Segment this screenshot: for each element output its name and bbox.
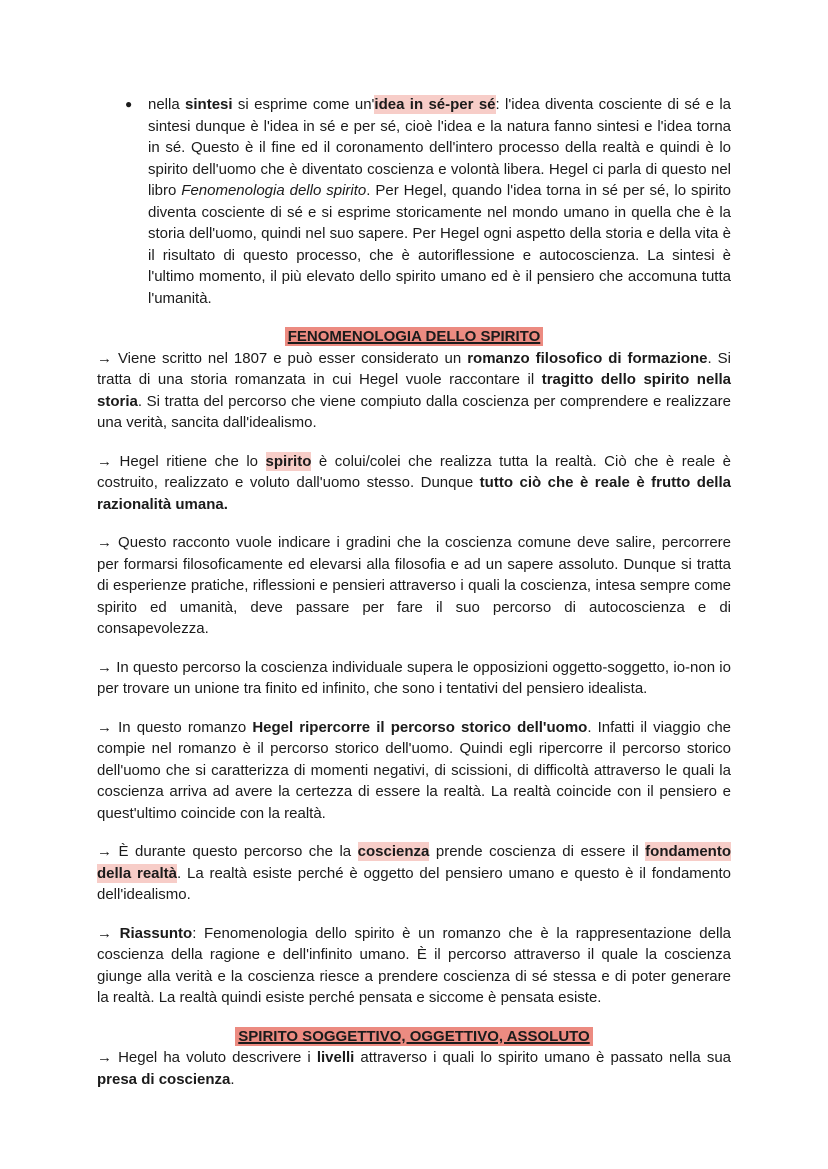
text-run: tutto ciò che è reale è frutto della razionalità umana. — [97, 474, 731, 513]
text-run: → Hegel ha voluto descrivere i — [97, 1049, 317, 1066]
text-run: livelli — [316, 1049, 355, 1066]
text-run: FENOMENOLOGIA DELLO SPIRITO — [287, 328, 541, 345]
text-run: → Questo racconto vuole indicare i gradini che la coscienza comune deve salire, percorrere per formarsi filosoficamente ed elevarsi alla filosofia e ad un sapere assoluto. Dunque si tratta di esperienze pratiche, riflessioni e pensieri attraverso i quali la coscienza, intesa sempre come spirito ed umanità, deve passare per fare il suo percorso di autocoscienza e di consapevolezza. — [97, 534, 731, 637]
text-run: . Si tratta del percorso che viene compiuto dalla coscienza per comprendere e realizzare una verità, sancita dall'idealismo. — [97, 392, 731, 431]
text-run: sintesi — [185, 96, 233, 113]
highlighted-text-run: spirito — [265, 452, 312, 470]
text-run: → In questo romanzo — [97, 718, 253, 736]
highlighted-text-run: fondamento della realtà — [97, 843, 731, 882]
text-run: → In questo percorso la coscienza individuale supera le opposizioni oggetto-soggetto, io-non io per trovare un unione tra finito ed infinito, che sono i tentativi del pensiero idealista. — [97, 658, 731, 697]
bullet-marker-icon: ● — [125, 97, 133, 111]
text-run: romanzo filosofico di formazione — [467, 349, 708, 367]
section-heading-text — [235, 1027, 592, 1046]
paragraph-fondamento-realta — [97, 841, 731, 906]
text-run: . Per Hegel, quando l'idea torna in sé per sé, lo spirito diventa cosciente di sé e si esprime storicamente nel mondo umano in quella che è la storia dell'uomo, quindi nel suo sapere. Per Hegel ogni aspetto della storia e della vita è il risultato di questo processo, che è autoriflessione e autocoscienza. La sintesi è l'ultimo momento, il più elevato dello spirito umano ed è il pensiero che accomuna tutta l'umanità. — [148, 182, 732, 307]
text-run: Fenomenologia dello spirito — [181, 182, 367, 199]
paragraph-riassunto — [97, 923, 731, 1009]
text-run: → È durante questo percorso che la — [97, 843, 358, 860]
paragraph-livelli — [97, 1047, 731, 1090]
text-run: è colui/colei che realizza tutta la realtà. Ciò che è reale è costruito, realizzato e voluto dall'uomo stesso. Dunque — [97, 452, 732, 491]
text-run: prende coscienza di essere il — [429, 843, 646, 860]
section-heading-text — [285, 327, 544, 346]
bullet-item-sintesi — [97, 94, 731, 309]
text-run: nella — [148, 96, 186, 113]
text-run: attraverso i quali lo spirito umano è passato nella sua — [354, 1049, 731, 1066]
text-run: : l'idea diventa cosciente di sé e la sintesi dunque è l'idea in sé e per sé, cioè l'idea e la natura fanno sintesi e l'idea torna in sé. Questo è il fine ed il coronamento dell'intero processo della realtà e quindi è lo spirito dell'uomo che è diventato coscienza e volontà libera. Hegel ci parla di questo nel libro — [148, 96, 731, 199]
paragraph-gradini-coscienza — [97, 532, 731, 640]
highlighted-text-run: idea in sé-per sé — [374, 96, 496, 113]
highlighted-text-run: coscienza — [357, 843, 430, 860]
text-run: Riassunto — [119, 924, 193, 942]
text-run: presa di coscienza — [97, 1070, 231, 1088]
text-run: → — [97, 924, 120, 942]
section-heading-spirito-soggettivo — [97, 1026, 731, 1048]
text-run: . Si tratta di una storia romanzata in cui Hegel vuole raccontare il — [97, 349, 731, 388]
text-run: → Hegel ritiene che lo — [97, 452, 266, 470]
text-run: → Viene scritto nel 1807 e può esser considerato un — [97, 349, 468, 367]
text-run: si esprime come un' — [232, 96, 375, 113]
paragraph-opposizioni — [97, 657, 731, 700]
section-heading-fenomenologia — [97, 326, 731, 348]
text-run: SPIRITO SOGGETTIVO, OGGETTIVO, ASSOLUTO — [238, 1027, 590, 1045]
paragraph-romanzo-formazione — [97, 348, 731, 434]
text-run: . — [230, 1070, 235, 1088]
text-run: . La realtà esiste perché è oggetto del pensiero umano e questo è il fondamento dell'idealismo. — [97, 864, 731, 903]
text-run: Hegel ripercorre il percorso storico dell'uomo — [252, 718, 588, 736]
paragraph-spirito-realta — [97, 451, 731, 516]
paragraph-percorso-storico — [97, 717, 731, 825]
text-run: . Infatti il viaggio che compie nel romanzo è il percorso storico dell'uomo. Quindi egli ripercorre il percorso storico dell'uomo che si caratterizza di momenti negativi, di scissioni, di difficoltà attraverso le quali la coscienza arriva ad avere la certezza di essere la realtà. La realtà coincide con il pensiero e quest'ultimo coincide con la realtà. — [97, 718, 731, 822]
text-run: : Fenomenologia dello spirito è un romanzo che è la rappresentazione della coscienza della ragione e dell'infinito umano. È il percorso attraverso il quale la coscienza giunge alla verità e la coscienza riesce a prendere coscienza di sé stessa e di poter generare la realtà. La realtà quindi esiste perché pensata e siccome è pensata esiste. — [97, 924, 731, 1006]
text-run: tragitto dello spirito nella storia — [97, 371, 731, 410]
